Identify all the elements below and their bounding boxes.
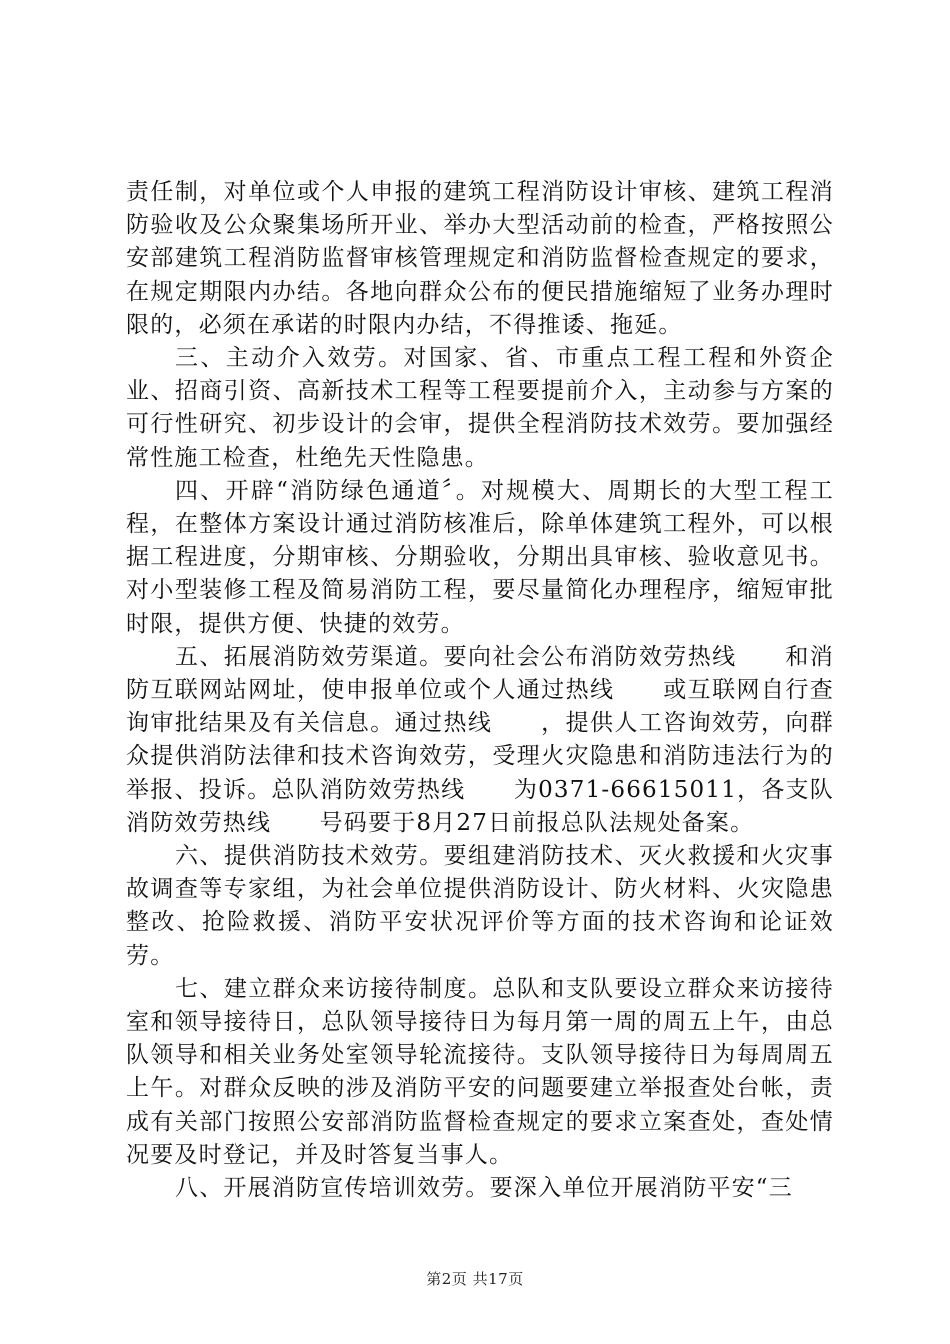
- document-body: [126, 176, 834, 1205]
- paragraph-continuation: 责任制，对单位或个人申报的建筑工程消防设计审核、建筑工程消防验收及公众聚集场所开业、举办大型活动前的检查，严格按照公安部建筑工程消防监督审核管理规定和消防监督检查规定的要求，在规定期限内办结。各地向群众公布的便民措施缩短了业务办理时限的，必须在承诺的时限内办结，不得推诿、拖延。: [126, 179, 834, 338]
- paragraph-section-8: 八、开展消防宣传培训效劳。要深入单位开展消防平安“三: [175, 1175, 793, 1202]
- paragraph-section-4: 四、开辟“消防绿色通道〞。对规模大、周期长的大型工程工程，在整体方案设计通过消防核准后，除单体建筑工程外，可以根据工程进度，分期审核、分期验收，分期出具审核、验收意见书。对小型装修工程及简易消防工程，要尽量简化办理程序，缩短审批时限，提供方便、快捷的效劳。: [126, 477, 834, 637]
- page-number-footer: 第2页 共17页: [426, 1270, 524, 1288]
- paragraph-section-3: 三、主动介入效劳。对国家、省、市重点工程工程和外资企业、招商引资、高新技术工程等工程要提前介入，主动参与方案的可行性研究、初步设计的会审，提供全程消防技术效劳。要加强经常性施工检查，杜绝先天性隐患。: [126, 345, 834, 471]
- paragraph-section-7: 七、建立群众来访接待制度。总队和支队要设立群众来访接待室和领导接待日，总队领导接待日为每月第一周的周五上午，由总队领导和相关业务处室领导轮流接待。支队领导接待日为每周周五上午。对群众反映的涉及消防平安的问题要建立举报查处台帐，责成有关部门按照公安部消防监督检查规定的要求立案查处，查处情况要及时登记，并及时答复当事人。: [126, 975, 834, 1168]
- paragraph-section-6: 六、提供消防技术效劳。要组建消防技术、灭火救援和火灾事故调查等专家组，为社会单位提供消防设计、防火材料、火灾隐患整改、抢险救援、消防平安状况评价等方面的技术咨询和论证效劳。: [126, 843, 834, 969]
- paragraph-section-5: 五、拓展消防效劳渠道。要向社会公布消防效劳热线 和消防互联网站网址，使申报单位或个人通过热线 或互联网自行查询审批结果及有关信息。通过热线 ，提供人工咨询效劳，向群众提供消防法律和技术咨询效劳，受理火灾隐患和消防违法行为的举报、投诉。总队消防效劳热线 为0371-66615011，各支队消防效劳热线 号码要于8月27日前报总队法规处备案。: [126, 643, 834, 836]
